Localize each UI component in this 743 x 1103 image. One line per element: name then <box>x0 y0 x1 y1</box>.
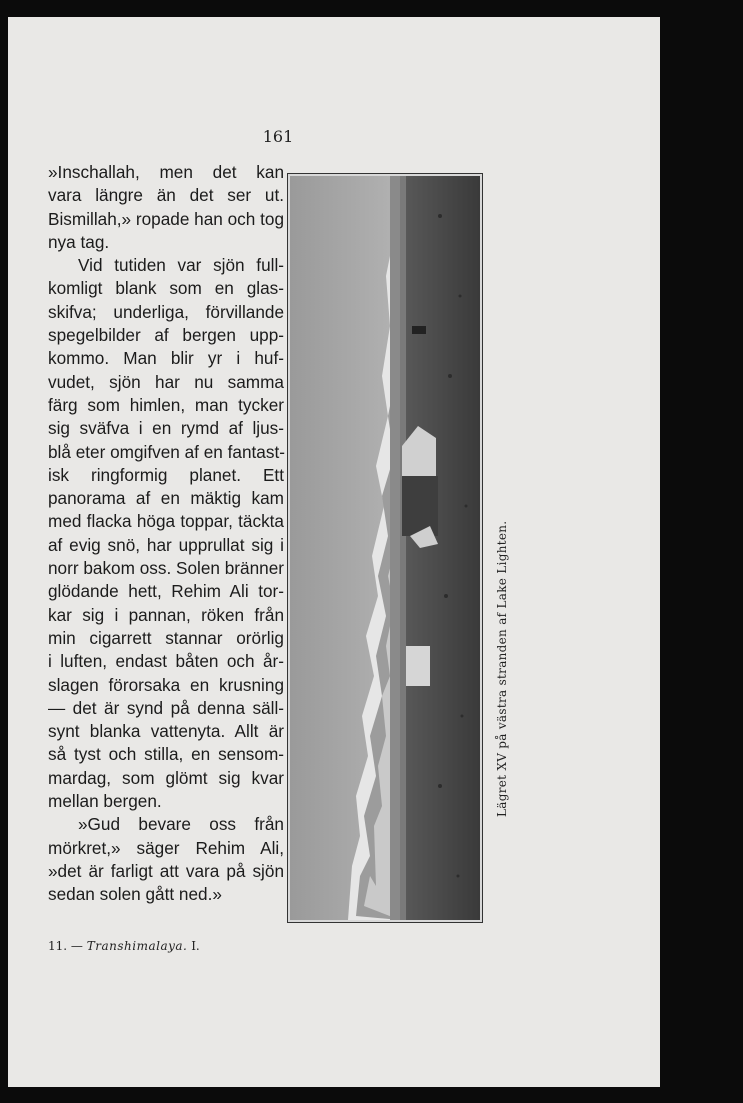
text-line: isk ringformig planet. Ett <box>48 464 284 485</box>
text-line: mellan bergen. <box>48 791 162 812</box>
text-line: Bismillah,» ropade han och tog <box>48 208 285 229</box>
page-footer <box>48 939 288 953</box>
text-line: synt blanka vattenyta. Allt är <box>48 721 284 742</box>
page-number: 161 <box>262 127 294 146</box>
text-line: af evig snö, har upprullat sig i <box>48 534 284 555</box>
photo-caption: Lägret XV på västra stranden af Lake Lighten. <box>495 520 509 817</box>
text-line: sig sväfva i en rymd af ljus- <box>48 418 284 439</box>
text-line: så tyst och stilla, en sensom- <box>48 744 284 765</box>
footer-volume: I. <box>191 939 200 953</box>
footer-book-title: Transhimalaya. <box>86 939 188 953</box>
text-line: »det är farligt att vara på sjön <box>48 860 284 881</box>
footer-signature: 11. — <box>48 939 83 953</box>
book-page <box>8 17 660 1087</box>
text-line: kommo. Man blir yr i huf- <box>48 348 284 369</box>
text-line: nya tag. <box>48 231 110 252</box>
text-line: mörkret,» säger Rehim Ali, <box>48 837 284 858</box>
text-line: mardag, som glömt sig kvar <box>48 767 284 788</box>
text-line: kar sig i pannan, röken från <box>48 604 284 625</box>
body-text <box>48 161 284 907</box>
text-line: vudet, sjön har nu samma <box>48 371 284 392</box>
text-line: skifva; underliga, förvillande <box>48 301 284 322</box>
text-line: — det är synd på denna säll- <box>48 697 284 718</box>
text-line: »Inschallah, men det kan <box>48 162 284 182</box>
text-line: panorama af en mäktig kam <box>48 488 284 509</box>
text-line: spegelbilder af bergen upp- <box>48 325 284 346</box>
text-line: sedan solen gått ned.» <box>48 884 222 905</box>
text-line: med flacka höga toppar, täckta <box>48 511 284 532</box>
text-line: komligt blank som en glas- <box>48 278 284 299</box>
text-line: norr bakom oss. Solen bränner <box>48 558 284 579</box>
text-line: i luften, endast båten och år- <box>48 651 284 672</box>
text-line: vara längre än det ser ut. <box>48 185 284 206</box>
photo-illustration <box>290 176 480 920</box>
text-line: glödande hett, Rehim Ali tor- <box>48 581 284 602</box>
text-line: färg som himlen, man tycker <box>48 394 284 415</box>
text-line: Vid tutiden var sjön full- <box>78 255 284 276</box>
text-line: »Gud bevare oss från <box>78 814 284 835</box>
photograph-lake-camp <box>287 173 483 923</box>
text-line: blå eter omgifven af en fantast- <box>48 441 285 462</box>
text-line: min cigarrett stannar orörlig <box>48 627 284 648</box>
text-line: slagen förorsaka en krusning <box>48 674 284 695</box>
